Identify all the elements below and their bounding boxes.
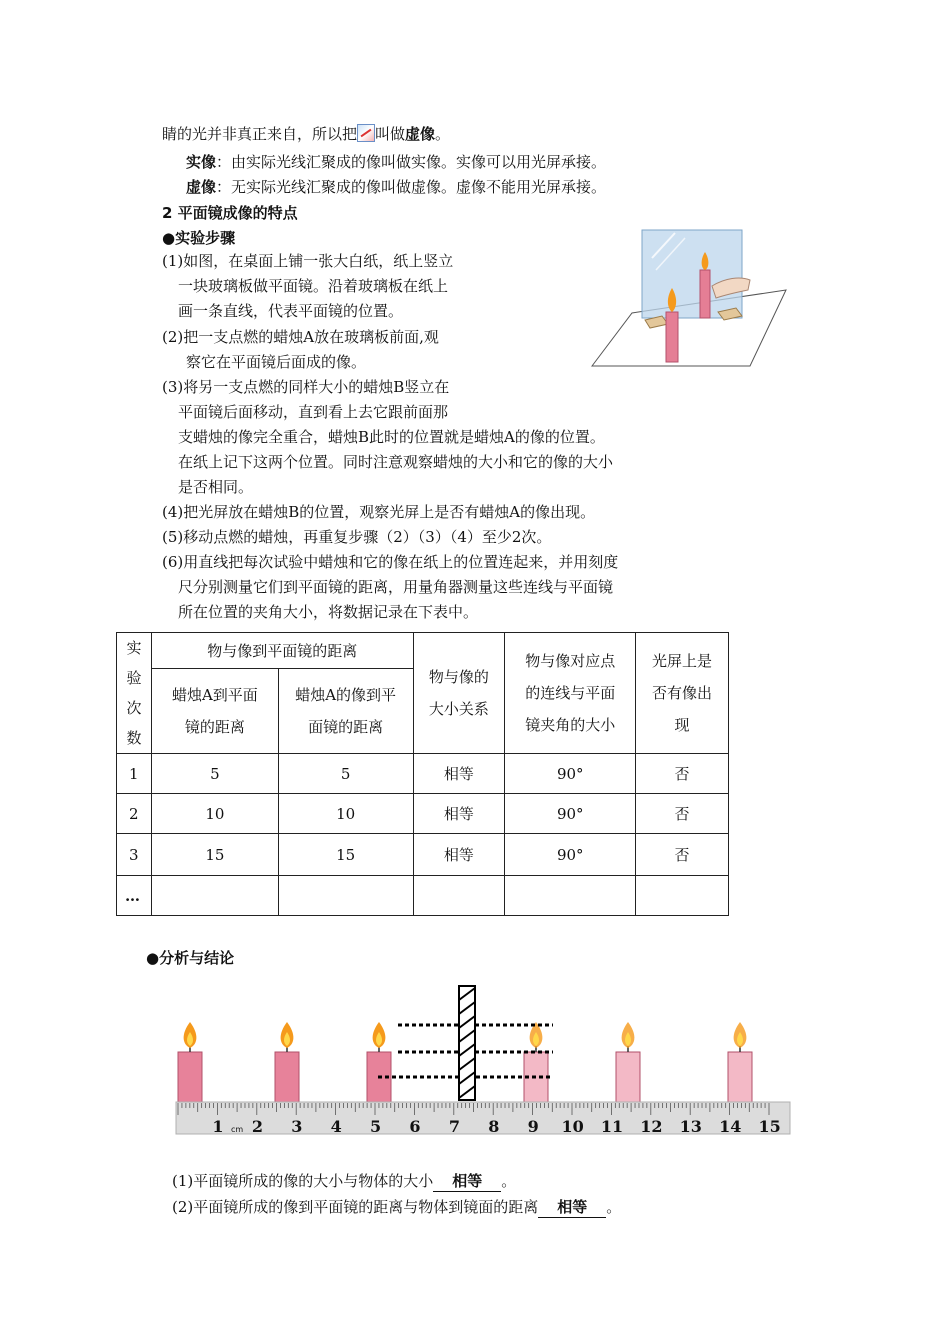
- intro-end: 。: [435, 125, 451, 143]
- virtual-image-term: 虚像: [186, 178, 217, 196]
- step-line: 支蜡烛的像完全重合，蜡烛B此时的位置就是蜡烛A的像的位置。: [178, 428, 605, 446]
- conclusion-2: (2)平面镜所成的像到平面镜的距离与物体到镜面的距离 相等 。: [172, 1198, 622, 1216]
- ruler-label: 10: [561, 1117, 584, 1136]
- mirror: [459, 986, 475, 1100]
- step-line: (6)用直线把每次试验中蜡烛和它的像在纸上的位置连起来，并用刻度: [162, 553, 619, 571]
- ruler-label: 14: [719, 1117, 742, 1136]
- header-image-distance: 蜡烛A的像到平 面镜的距离: [278, 669, 413, 754]
- step-line: (3)将另一支点燃的同样大小的蜡烛B竖立在: [162, 378, 450, 396]
- ruler-label: 4: [330, 1117, 342, 1136]
- intro-text-a: 睛的光并非真正来自，所以把: [162, 125, 358, 143]
- candle-image: [616, 1022, 640, 1102]
- glass-plate-illustration: [590, 228, 790, 373]
- table-row: 3 15 15 相等 90° 否: [117, 834, 729, 876]
- ruler-label: 7: [448, 1117, 460, 1136]
- candle-object: [178, 1022, 202, 1102]
- candle-object: [275, 1022, 299, 1102]
- header-a-distance: 蜡烛A到平面 镜的距离: [151, 669, 278, 754]
- table-row: …: [117, 876, 729, 916]
- conclusion-1: (1)平面镜所成的像的大小与物体的大小 相等 。: [172, 1172, 517, 1190]
- ruler-labels: [212, 1117, 780, 1136]
- real-image-text: ：由实际光线汇聚成的像叫做实像。实像可以用光屏承接。: [216, 153, 607, 171]
- header-size-relation: 物与像的 大小关系: [413, 633, 505, 754]
- ruler-label: 13: [679, 1117, 702, 1136]
- ruler-candle-diagram: [170, 980, 795, 1140]
- ruler-label: 9: [527, 1117, 539, 1136]
- step-line: 画一条直线，代表平面镜的位置。: [178, 302, 404, 320]
- step-line: (1)如图，在桌面上铺一张大白纸，纸上竖立: [162, 252, 454, 270]
- virtual-image-definition: [186, 177, 606, 197]
- ruler-label: 15: [758, 1117, 781, 1136]
- ruler-label: 3: [291, 1117, 303, 1136]
- step-line: 尺分别测量它们到平面镜的距离，用量角器测量这些连线与平面镜: [178, 578, 614, 596]
- virtual-image-text: ：无实际光线汇聚成的像叫做虚像。虚像不能用光屏承接。: [216, 178, 607, 196]
- intro-text-b: 叫做: [375, 125, 406, 143]
- table-row: 2 10 10 相等 90° 否: [117, 794, 729, 834]
- intro-line-1: [162, 124, 450, 144]
- real-image-definition: [186, 152, 606, 172]
- step-line: 是否相同。: [178, 478, 254, 496]
- header-screen: 光屏上是 否有像出 现: [636, 633, 729, 754]
- step-line: (2)把一支点燃的蜡烛A放在玻璃板前面,观: [162, 328, 439, 346]
- candle-image: [728, 1022, 752, 1102]
- step-line: (5)移动点燃的蜡烛，再重复步骤（2）（3）（4）至少2次。: [162, 528, 552, 546]
- intro-term: 虚像: [405, 125, 436, 143]
- image-icon: [357, 124, 375, 142]
- ruler-label: 2: [251, 1117, 263, 1136]
- analysis-heading: ●分析与结论: [146, 949, 235, 967]
- conclusion-2-answer: 相等: [538, 1197, 606, 1218]
- step-line: 察它在平面镜后面成的像。: [186, 353, 367, 371]
- steps-heading: ●实验步骤: [162, 229, 236, 247]
- ruler-label: 11: [600, 1117, 624, 1136]
- header-trial: 实 验 次 数: [117, 633, 152, 754]
- header-angle: 物与像对应点 的连线与平面 镜夹角的大小: [505, 633, 636, 754]
- ruler-label: 5: [370, 1117, 382, 1136]
- table-row: 1 5 5 相等 90° 否: [117, 754, 729, 794]
- step-line: 在纸上记下这两个位置。同时注意观察蜡烛的大小和它的像的大小: [178, 453, 614, 471]
- ruler-label: 12: [640, 1117, 663, 1136]
- step-line: (4)把光屏放在蜡烛B的位置，观察光屏上是否有蜡烛A的像出现。: [162, 503, 596, 521]
- ruler-label: 1: [212, 1117, 224, 1136]
- ruler-label: 8: [488, 1117, 500, 1136]
- experiment-data-table: [116, 632, 729, 916]
- step-line: 一块玻璃板做平面镜。沿着玻璃板在纸上: [178, 277, 449, 295]
- ruler-label: 6: [409, 1117, 421, 1136]
- step-line: 平面镜后面移动，直到看上去它跟前面那: [178, 403, 449, 421]
- real-image-term: 实像: [186, 153, 217, 171]
- ruler-unit: cm: [231, 1125, 244, 1134]
- candle-image: [524, 1022, 548, 1102]
- section-title: 2 平面镜成像的特点: [162, 204, 298, 222]
- step-line: 所在位置的夹角大小，将数据记录在下表中。: [178, 603, 479, 621]
- header-distance-group: 物与像到平面镜的距离: [151, 633, 413, 669]
- conclusion-1-answer: 相等: [433, 1171, 501, 1192]
- candle-object: [367, 1022, 391, 1102]
